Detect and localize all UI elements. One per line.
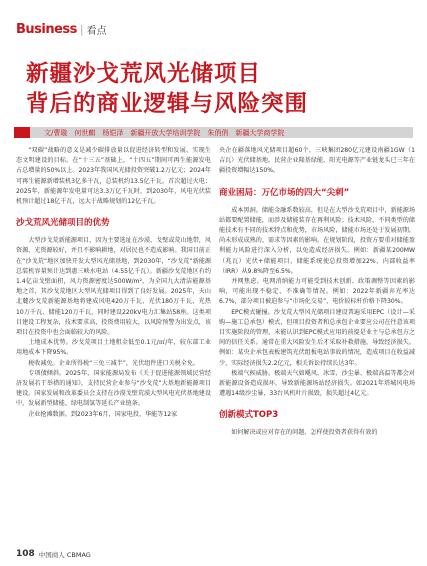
page-footer	[16, 549, 91, 559]
article-title-line-1: 新疆沙戈荒风光储项目	[26, 61, 262, 87]
body-paragraph: 并网焦虑。电网消纳能力可能受到技术创新、政策调整等因素的影响，可能出现不稳定、不准确等情况。例如：2022年新疆弃光率达6.7%，部分项目被迫参与“市场化交易”，电价较标杆价格下降30%。	[219, 278, 415, 306]
body-paragraph: 专项债倾斜。2025年，国家能源局发布《关于促进能源领域民营经济发展若干举措的通知》，支持民营企业参与“沙戈荒”大基地新能源项目建设。国家发展和改革委员会支持在沙漠戈壁荒漠大型风电光伏基地建设中，发展新型储能、绿电制氢等延长产业链条。	[16, 369, 211, 408]
section-label-en: Business	[16, 21, 77, 37]
byline-bar	[14, 127, 413, 138]
byline: 文/曹璇 何世麒 杨铠泽 新疆开放大学培训学院 朱俏俏 新疆大学商学院	[44, 128, 285, 137]
body-paragraph: 如何解决或应对存在的问题，怎样使投资者获得有效的	[231, 429, 378, 437]
body-paragraph: 极端气候威胁。极端天气如飓风、冰雪、沙尘暴、极端高温等都会对新能源设备造成损坏，导致新能源场站经济损失。如2021年塔城风电场遭遇14级沙尘暴，33台风机叶片损毁，损失超过4亿元。	[219, 369, 415, 398]
article-title-line-2: 背后的商业逻辑与风险突围	[26, 91, 309, 117]
section-label-cn: 看点	[86, 25, 107, 37]
section-heading-innovation: 创新模式TOP3	[219, 410, 279, 421]
section-divider: |	[79, 22, 84, 36]
intro-paragraph: “双碳”战略的意义是减少碳排放量以促进经济转型和发展、实现生态文明建设的目标。在“十三五”基础上，“十四五”期间可再生能源发电占总增量的50%以上。2023年我国风光储投资突破1.2万亿元；2024年可再生能源新增装机3亿多千瓦，总装机约13.5亿千瓦，首次超过火电；2025年，新能源年发电量可达3.3万亿千瓦时，到2030年，风电光伏装机预计超过18亿千瓦，远大于战略规划的12亿千瓦。	[16, 147, 211, 206]
publication-name: 中国商人 CBMAG	[38, 550, 91, 559]
body-paragraph: 大型沙戈荒新能源项目，因为主要选址在沙漠、戈壁或荒山地带，风资源、光资源较好，并且不影响耕地，对居民也不造成影响。我国目前正在“沙戈荒”地区加快开发大型风光储基地，到2030年，“沙戈荒”新能源总装机容量预计达到惠三峡水电站（4.55亿千瓦）。新疆沙戈荒地区有约1.4亿亩戈壁面积，风力资源密度达500W/m²，为全国九大清洁能源基地之首，其沙戈荒地区大型风光储项目得到了良好发展。2025年，天山北麓沙戈荒新能源基地将建成风电420万千瓦、光伏180万千瓦、光热10万千瓦、储能120万千瓦，同时建设220kV电力汇集站58座。这类项目建设工程复杂，技术要求高，投资费用较大，以风险预警为出发点，该项目在投资中也会面临较大的风险。	[16, 237, 211, 337]
body-paragraph: 企业抢滩数据。到2023年6月，国家电投、华能等12家	[28, 410, 178, 418]
section-header	[16, 22, 107, 36]
body-paragraph: 税收减免。企业所得税“三免三减半”，光伏组件进口关税全免。	[28, 359, 200, 367]
left-column	[16, 146, 211, 420]
section-heading-dilemma: 商业困局：万亿市场的四大“尖刺”	[219, 187, 350, 198]
body-paragraph: 成本黑洞。储能金融系数较高，但是在大型沙戈荒项目中，新能源场站都要配置储能，而涉及储能装存在再利风险；技术风险，不同类型的储能技术有不同的技术特点和优势，市场风险，储能市场还处于发展初期，尚未形成成熟的、需求等因素的影响。在规划阶段，投资方要重对储能盈利能力风险进行深入分析，以免造成经济损失。例如：新疆某200MW（兆瓦）光伏+储能项目，储能系统使总投资增加22%，内部收益率（IRR）从9.8%降至6.5%。	[219, 206, 415, 275]
continued-paragraph: 央企在疆落地风光储项目超60个，三峡集团280亿元建设南疆1GW（1吉瓦）光伏储基地。民营企业隆基绿能、阳光电源等产业链龙头已三年在疆投资增幅达150%。	[219, 147, 415, 175]
section-heading-advantages: 沙戈荒风光储项目的优势	[16, 218, 110, 229]
body-paragraph: EPC模式碰撞。沙戈荒大型风光储项目建设普遍采用EPC（设计—采购—施工总承包）模式，但项目投资者和总承包企业要应公司在往意该项目实施阶段的管理，未能认识到EPC模式应用的前提是业主与总承包方之间的信任关系。通常在重大风险发生后才采取补救措施，导致经济损失。例如：某央企承包表板建筑光伏组板电站事故的情况，造成项目在收益减少，实际经济损失2.2亿元，相关诉讼持续长达3年。	[219, 308, 415, 367]
body-paragraph: 土地成本优势。沙戈荒项目土地租金低至0.1元/㎡/年，较东部工业用地成本下降95%。	[16, 339, 211, 357]
byline-accent	[14, 127, 30, 138]
right-column	[219, 146, 415, 439]
page-number: 108	[16, 549, 35, 559]
